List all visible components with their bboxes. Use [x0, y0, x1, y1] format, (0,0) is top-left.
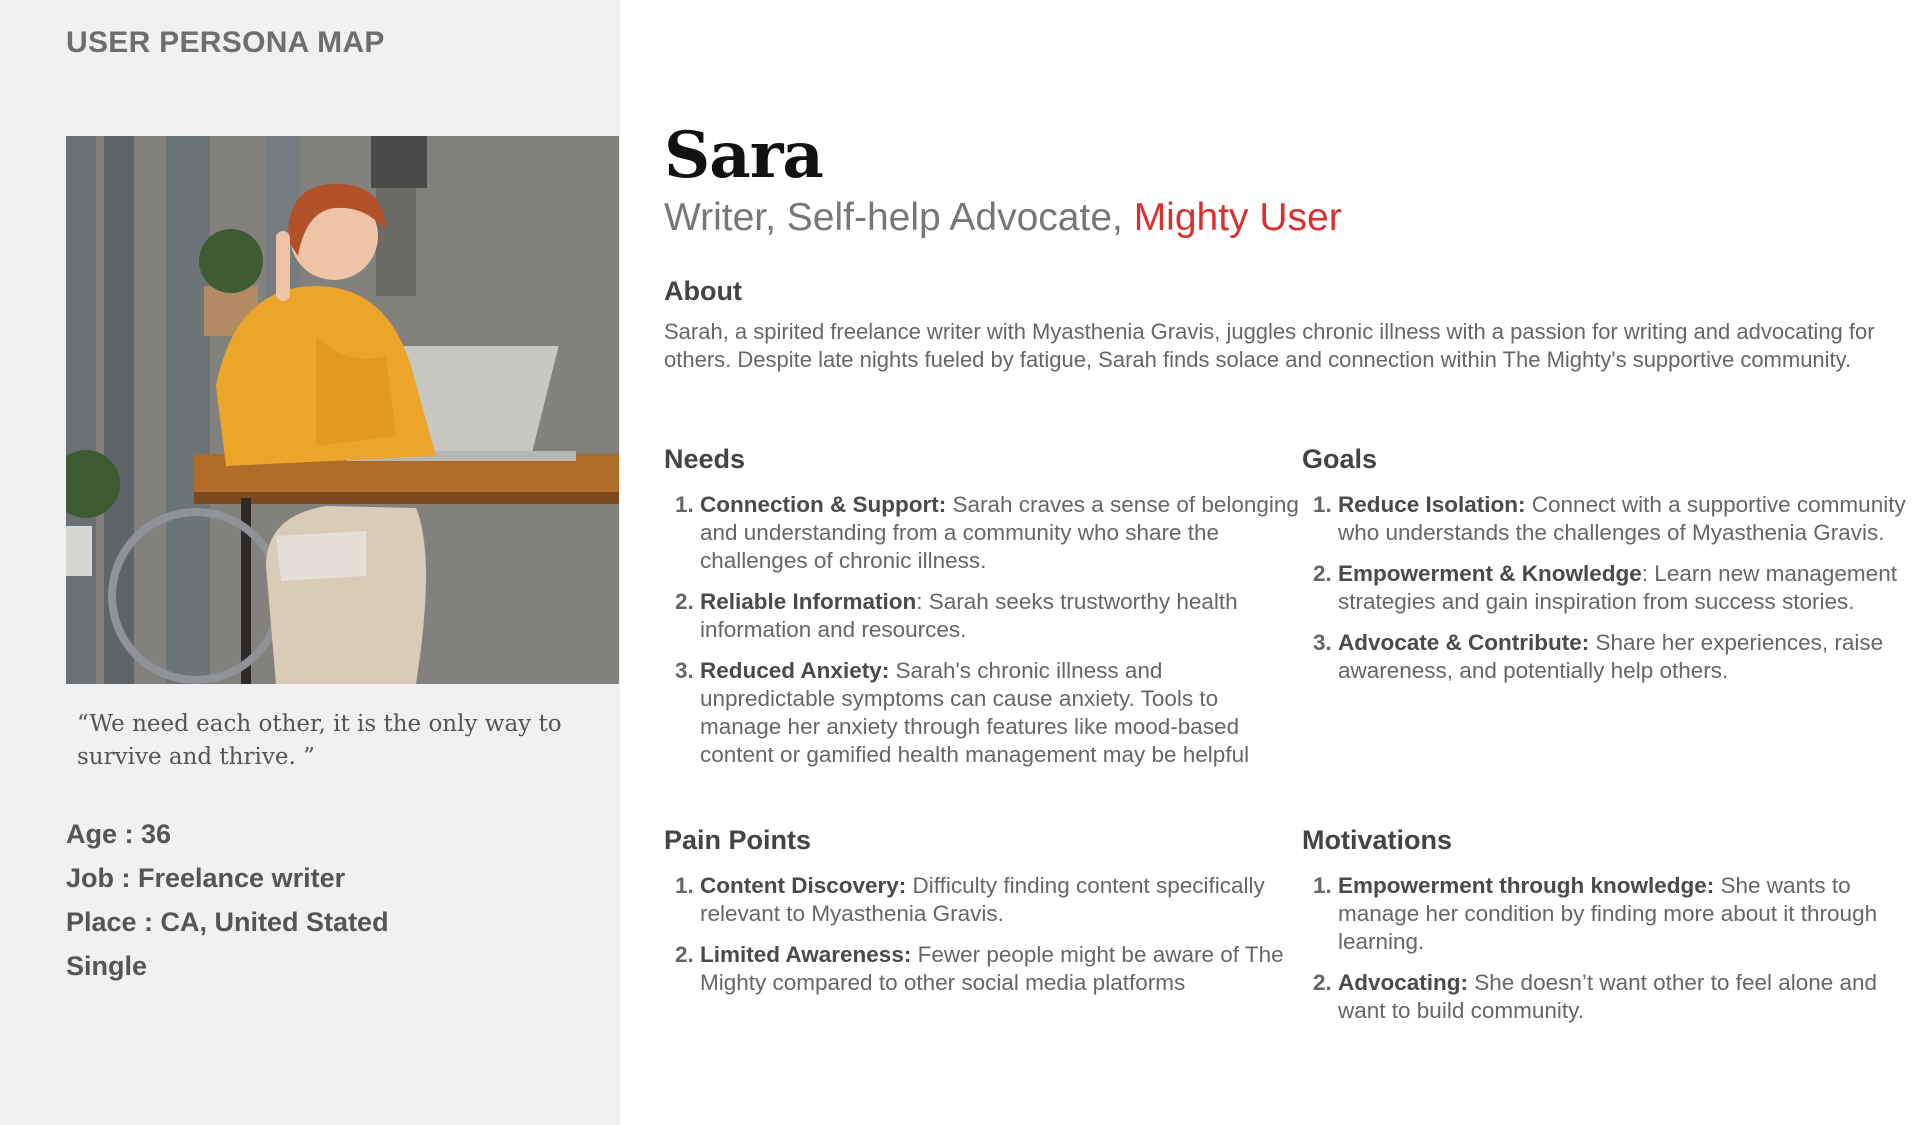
list-item-text: She wants to manage her condition by finding more about it through learning. — [1338, 873, 1878, 954]
list-item — [1338, 969, 1918, 1025]
persona-quote: “We need each other, it is the only way to survive and thrive. ” — [77, 711, 562, 770]
about-text: Sarah, a spirited freelance writer with Myasthenia Gravis, juggles chronic illness with a passion for writing and advocating for others. Despite late nights fueled by fatigue, Sarah finds solace and connection within The Mighty's supportive community. — [664, 319, 1875, 372]
list-item-label: Reduced Anxiety: — [700, 658, 890, 683]
fact-job: Job : Freelance writer — [66, 863, 346, 893]
list-item-text: Difficulty finding content specifically relevant to Myasthenia Gravis. — [700, 873, 1265, 926]
fact-status: Single — [66, 951, 148, 981]
list-item — [1338, 629, 1918, 685]
list-item-text: Fewer people might be aware of The Mighty compared to other social media platforms — [700, 942, 1284, 995]
persona-roles — [664, 196, 1342, 240]
list-item-text: Connect with a supportive community who understands the challenges of Myasthenia Gravis. — [1338, 492, 1906, 545]
persona-facts — [66, 812, 389, 988]
pain-points-list — [664, 872, 1300, 1010]
roles-text: Writer, Self-help Advocate, — [664, 196, 1134, 239]
list-item-label: Advocating: — [1338, 970, 1469, 995]
goals-list — [1302, 491, 1918, 698]
list-item-label: Limited Awareness: — [700, 942, 912, 967]
fact-place: Place : CA, United Stated — [66, 907, 389, 937]
needs-list — [664, 491, 1300, 782]
list-item-text: Sarah's chronic illness and unpredictable symptoms can cause anxiety. Tools to manage her anxiety through features like mood-based content or gamified health management may be helpful — [700, 658, 1250, 767]
list-item-text: She doesn’t want other to feel alone and want to build community. — [1338, 970, 1878, 1023]
list-item-label: Empowerment through knowledge: — [1338, 873, 1715, 898]
list-item-text: : Sarah seeks trustworthy health information and resources. — [700, 589, 1238, 642]
list-item — [700, 491, 1300, 575]
list-item — [700, 657, 1300, 769]
list-item-text: Share her experiences, raise awareness, and potentially help others. — [1338, 630, 1884, 683]
list-item-label: Reliable Information — [700, 589, 917, 614]
list-item-text: : Learn new management strategies and gain inspiration from success stories. — [1338, 561, 1897, 614]
list-item-label: Content Discovery: — [700, 873, 907, 898]
list-item-label: Connection & Support: — [700, 492, 947, 517]
page-title: USER PERSONA MAP — [66, 26, 385, 59]
about-heading: About — [664, 276, 742, 306]
list-item-label: Reduce Isolation: — [1338, 492, 1526, 517]
list-item-label: Empowerment & Knowledge — [1338, 561, 1642, 586]
persona-photo — [66, 136, 619, 684]
pain-points-heading: Pain Points — [664, 825, 812, 855]
list-item-label: Advocate & Contribute: — [1338, 630, 1590, 655]
needs-heading: Needs — [664, 444, 746, 474]
list-item — [700, 588, 1300, 644]
list-item — [1338, 560, 1918, 616]
fact-age: Age : 36 — [66, 819, 172, 849]
goals-heading: Goals — [1302, 444, 1378, 474]
persona-name: Sara — [664, 118, 823, 193]
list-item — [1338, 872, 1918, 956]
list-item — [1338, 491, 1918, 547]
list-item — [700, 941, 1300, 997]
motivations-list — [1302, 872, 1918, 1038]
motivations-heading: Motivations — [1302, 825, 1453, 855]
roles-highlight: Mighty User — [1133, 196, 1342, 239]
list-item-text: Sarah craves a sense of belonging and understanding from a community who share the challenges of chronic illness. — [700, 492, 1299, 573]
list-item — [700, 872, 1300, 928]
